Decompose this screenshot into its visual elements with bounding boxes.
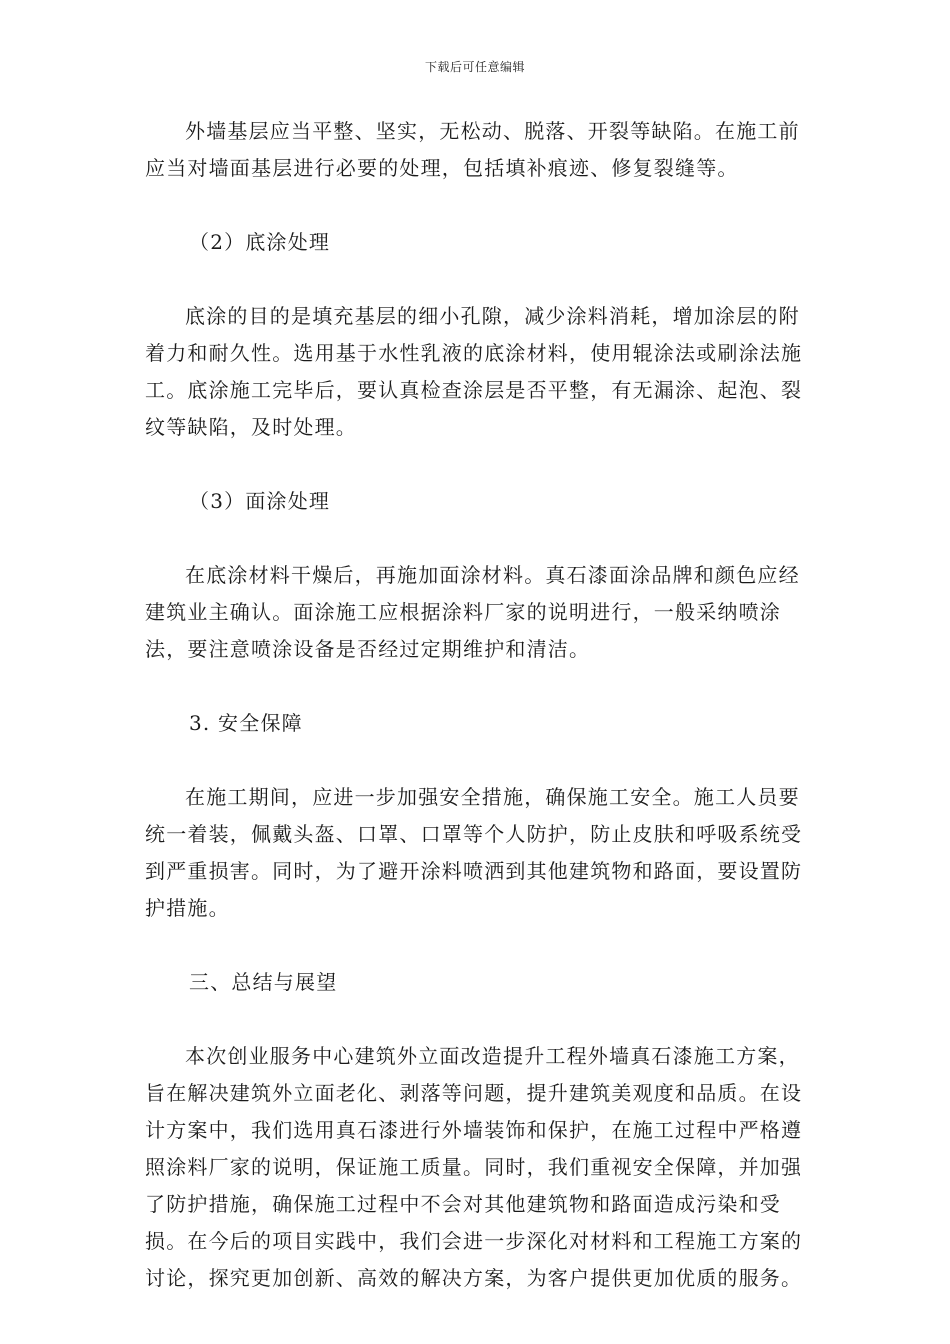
paragraph-summary: 本次创业服务中心建筑外立面改造提升工程外墙真石漆施工方案，旨在解决建筑外立面老化、剥落等问题，提升建筑美观度和品质。在设计方案中，我们选用真石漆进行外墙装饰和保护，在施工过程中严格遵照涂料厂家的说明，保证施工质量。同时，我们重视安全保障，并加强了防护措施，确保施工过程中不会对其他建筑物和路面造成污染和受损。在今后的项目实践中，我们会进一步深化对材料和工程施工方案的讨论，探究更加创新、高效的解决方案，为客户提供更加优质的服务。: [145, 1044, 803, 1290]
heading-summary: 三、总结与展望: [189, 970, 338, 994]
heading-topcoat-treatment: （3）面涂处理: [189, 489, 331, 513]
heading-primer-treatment: （2）底涂处理: [189, 230, 331, 254]
paragraph-primer: 底涂的目的是填充基层的细小孔隙，减少涂料消耗，增加涂层的附着力和耐久性。选用基于水性乳液的底涂材料，使用辊涂法或刷涂法施工。底涂施工完毕后，要认真检查涂层是否平整，有无漏涂、起泡、裂纹等缺陷，及时处理。: [145, 304, 803, 439]
header-note: 下载后可任意编辑: [424, 60, 525, 74]
paragraph-safety: 在施工期间，应进一步加强安全措施，确保施工安全。施工人员要统一着装，佩戴头盔、口罩、口罩等个人防护，防止皮肤和呼吸系统受到严重损害。同时，为了避开涂料喷洒到其他建筑物和路面，要设置防护措施。: [145, 785, 803, 920]
paragraph-base-layer: 外墙基层应当平整、坚实，无松动、脱落、开裂等缺陷。在施工前应当对墙面基层进行必要的处理，包括填补痕迹、修复裂缝等。: [145, 119, 800, 180]
heading-safety: 3. 安全保障: [189, 711, 303, 735]
document-body: [145, 113, 805, 1334]
paragraph-topcoat: 在底涂材料干燥后，再施加面涂材料。真石漆面涂品牌和颜色应经建筑业主确认。面涂施工应根据涂料厂家的说明进行，一般采纳喷涂法，要注意喷涂设备是否经过定期维护和清洁。: [145, 563, 800, 661]
